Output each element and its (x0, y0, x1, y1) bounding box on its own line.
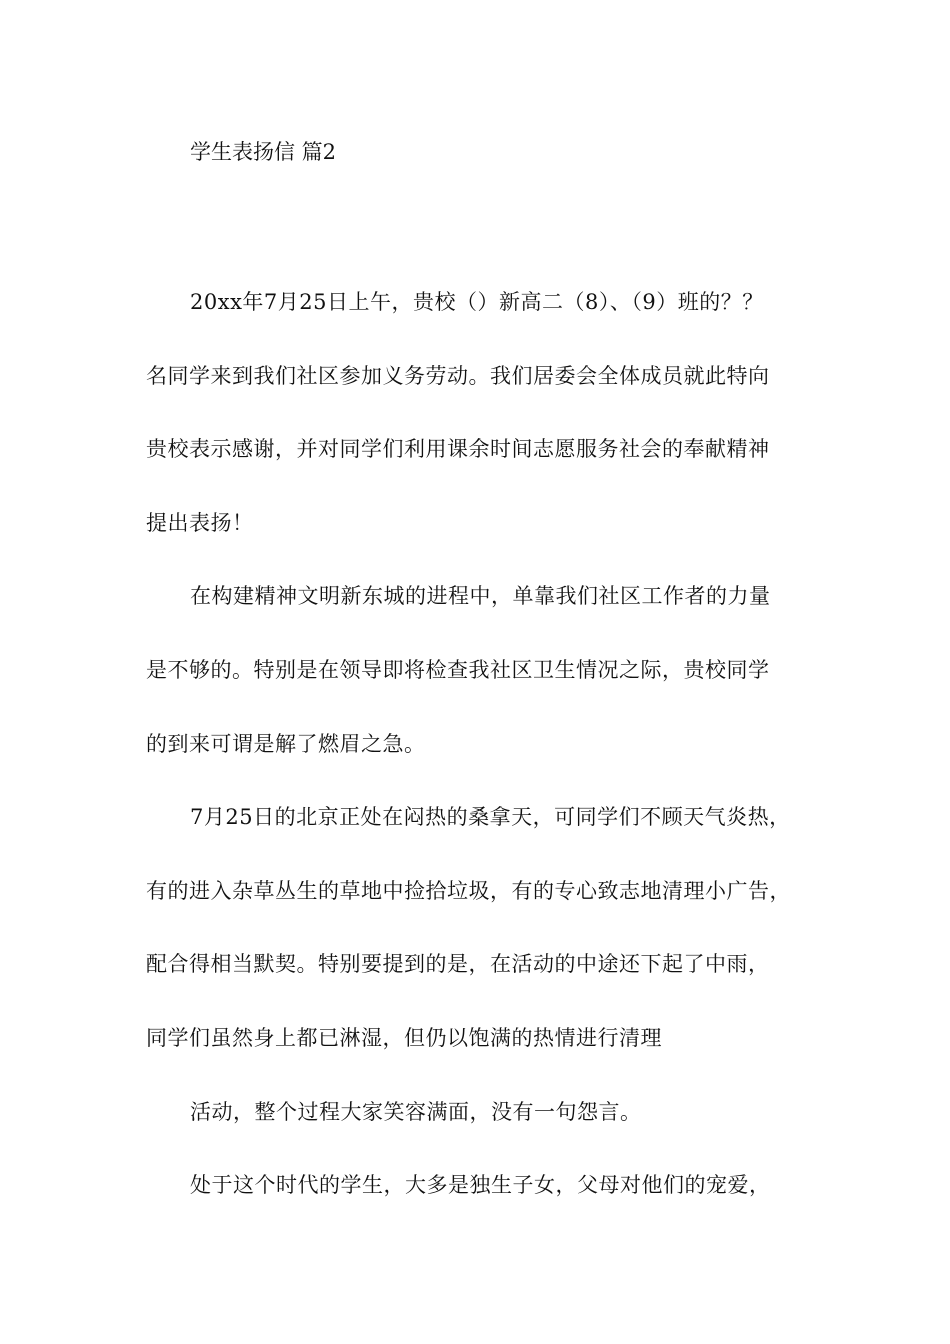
text-line: 活动，整个过程大家笑容满面，没有一句怨言。 (190, 1099, 642, 1124)
text-line: 是不够的。特别是在领导即将检查我社区卫生情况之际，贵校同学 (146, 657, 770, 682)
text-line: 提出表扬！ (146, 510, 254, 535)
text-line: 在构建精神文明新东城的进程中，单靠我们社区工作者的力量 (190, 584, 771, 609)
text-line: 贵校表示感谢，并对同学们利用课余时间志愿服务社会的奉献精神 (146, 437, 770, 462)
text-line: 的到来可谓是解了燃眉之急。 (146, 731, 426, 756)
text-line: 处于这个时代的学生，大多是独生子女，父母对他们的宠爱， (190, 1173, 771, 1198)
document-title: 学生表扬信 篇2 (190, 140, 337, 164)
document-body (146, 286, 816, 1243)
text-line: 有的进入杂草丛生的草地中捡拾垃圾，有的专心致志地清理小广告， (146, 878, 791, 903)
text-line: 同学们虽然身上都已淋湿，但仍以饱满的热情进行清理 (146, 1025, 662, 1050)
text-line: 配合得相当默契。特别要提到的是，在活动的中途还下起了中雨， (146, 952, 770, 977)
text-line: 名同学来到我们社区参加义务劳动。我们居委会全体成员就此特向 (146, 363, 770, 388)
text-line: 20xx年7月25日上午，贵校（）新高二（8）、（9）班的？？ (190, 290, 764, 314)
text-line: 7月25日的北京正处在闷热的桑拿天，可同学们不顾天气炎热， (190, 805, 791, 830)
